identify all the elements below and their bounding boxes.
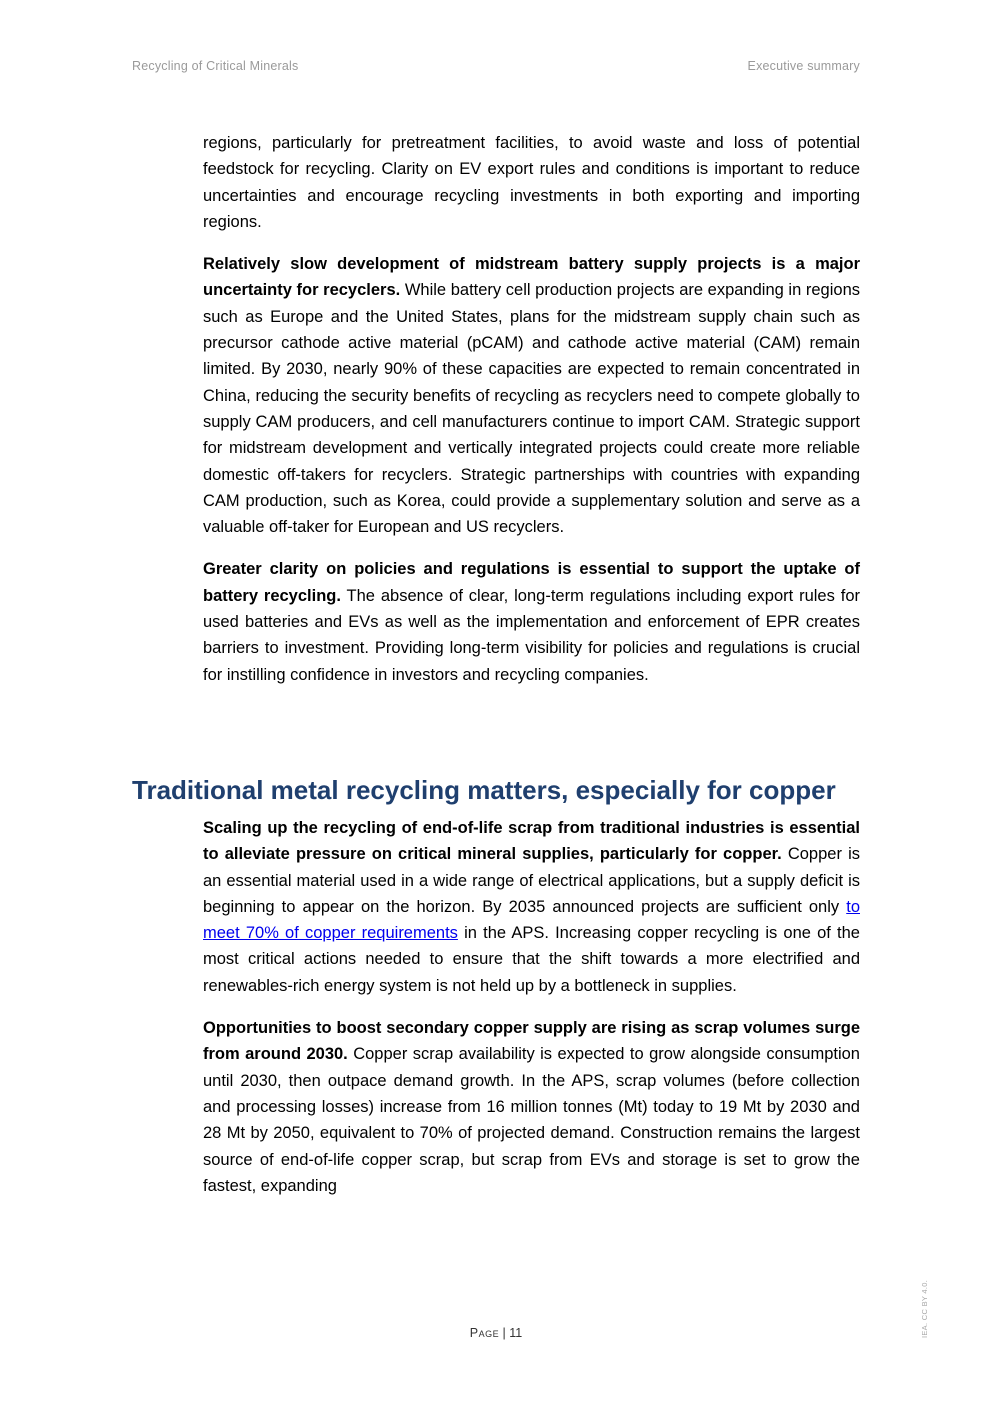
paragraph-text: regions, particularly for pretreatment facilities, to avoid waste and loss of potential feedstock for recycling. Clarity on EV export rules and conditions is important to reduce uncertainties and encourage recycling investments in both exporting and importing regions. [203, 134, 860, 231]
paragraph-pretreatment [203, 130, 860, 235]
paragraph-copper-scaling [203, 815, 860, 999]
header-document-title: Recycling of Critical Minerals [132, 59, 299, 73]
paragraph-policy-clarity [203, 556, 860, 687]
paragraph-secondary-copper [203, 1015, 860, 1199]
paragraph-lead: Opportunities to boost secondary copper supply are rising as scrap volumes surge from around 2030. [203, 1019, 860, 1064]
paragraph-text: The absence of clear, long-term regulations including export rules for used batteries and EVs as well as the implementation and enforcement of EPR creates barriers to investment. Providing long-term visibility for policies and regulations is crucial for instilling confidence in investors and recycling companies. [203, 586, 860, 684]
paragraph-text: in the APS. Increasing copper recycling is one of the most critical actions needed to ensure that the shift towards a more electrified and renewables-rich energy system is not held up by a bottleneck in supplies. [203, 924, 860, 995]
paragraph-midstream [203, 251, 860, 540]
body-text-block-1 [203, 130, 860, 704]
page-footer [0, 1326, 992, 1340]
page-label: Page [469, 1326, 500, 1340]
section-heading: Traditional metal recycling matters, especially for copper [132, 775, 836, 805]
paragraph-text: Copper is an essential material used in a wide range of electrical applications, but a supply deficit is beginning to appear on the horizon. By 2035 announced projects are sufficient only [203, 845, 860, 916]
paragraph-lead: Relatively slow development of midstream battery supply projects is a major uncertainty for recyclers. [203, 255, 860, 300]
paragraph-lead: Scaling up the recycling of end-of-life scrap from traditional industries is essential to alleviate pressure on critical mineral supplies, particularly for copper. [203, 819, 860, 864]
copper-requirements-link[interactable]: to meet 70% of copper requirements [203, 897, 860, 943]
header-section-title: Executive summary [747, 59, 860, 73]
page-number: 11 [509, 1326, 523, 1340]
paragraph-text: While battery cell production projects are expanding in regions such as Europe and the United States, plans for the midstream supply chain such as precursor cathode active material (pCAM) and cathode active material (CAM) remain limited. By 2030, nearly 90% of these capacities are expected to remain concentrated in China, reducing the security benefits of recycling as recyclers need to compete globally to supply CAM producers, and cell manufacturers continue to import CAM. Strategic support for midstream development and vertically integrated projects could create more reliable domestic off-takers for recyclers. Strategic partnerships with countries with expanding CAM production, such as Korea, could provide a supplementary solution and serve as a valuable off-taker for European and US recyclers. [203, 281, 860, 537]
body-text-block-2 [203, 815, 860, 1215]
page-separator: | [499, 1326, 510, 1340]
license-notice: IEA. CC BY 4.0. [920, 1279, 929, 1338]
paragraph-text: Copper scrap availability is expected to grow alongside consumption until 2030, then outpace demand growth. In the APS, scrap volumes (before collection and processing losses) increase from 16 million tonnes (Mt) today to 19 Mt by 2030 and 28 Mt by 2050, equivalent to 70% of projected demand. Construction remains the largest source of end-of-life copper scrap, but scrap from EVs and storage is set to grow the fastest, expanding [203, 1045, 860, 1195]
paragraph-lead: Greater clarity on policies and regulations is essential to support the uptake of battery recycling. [203, 560, 860, 605]
